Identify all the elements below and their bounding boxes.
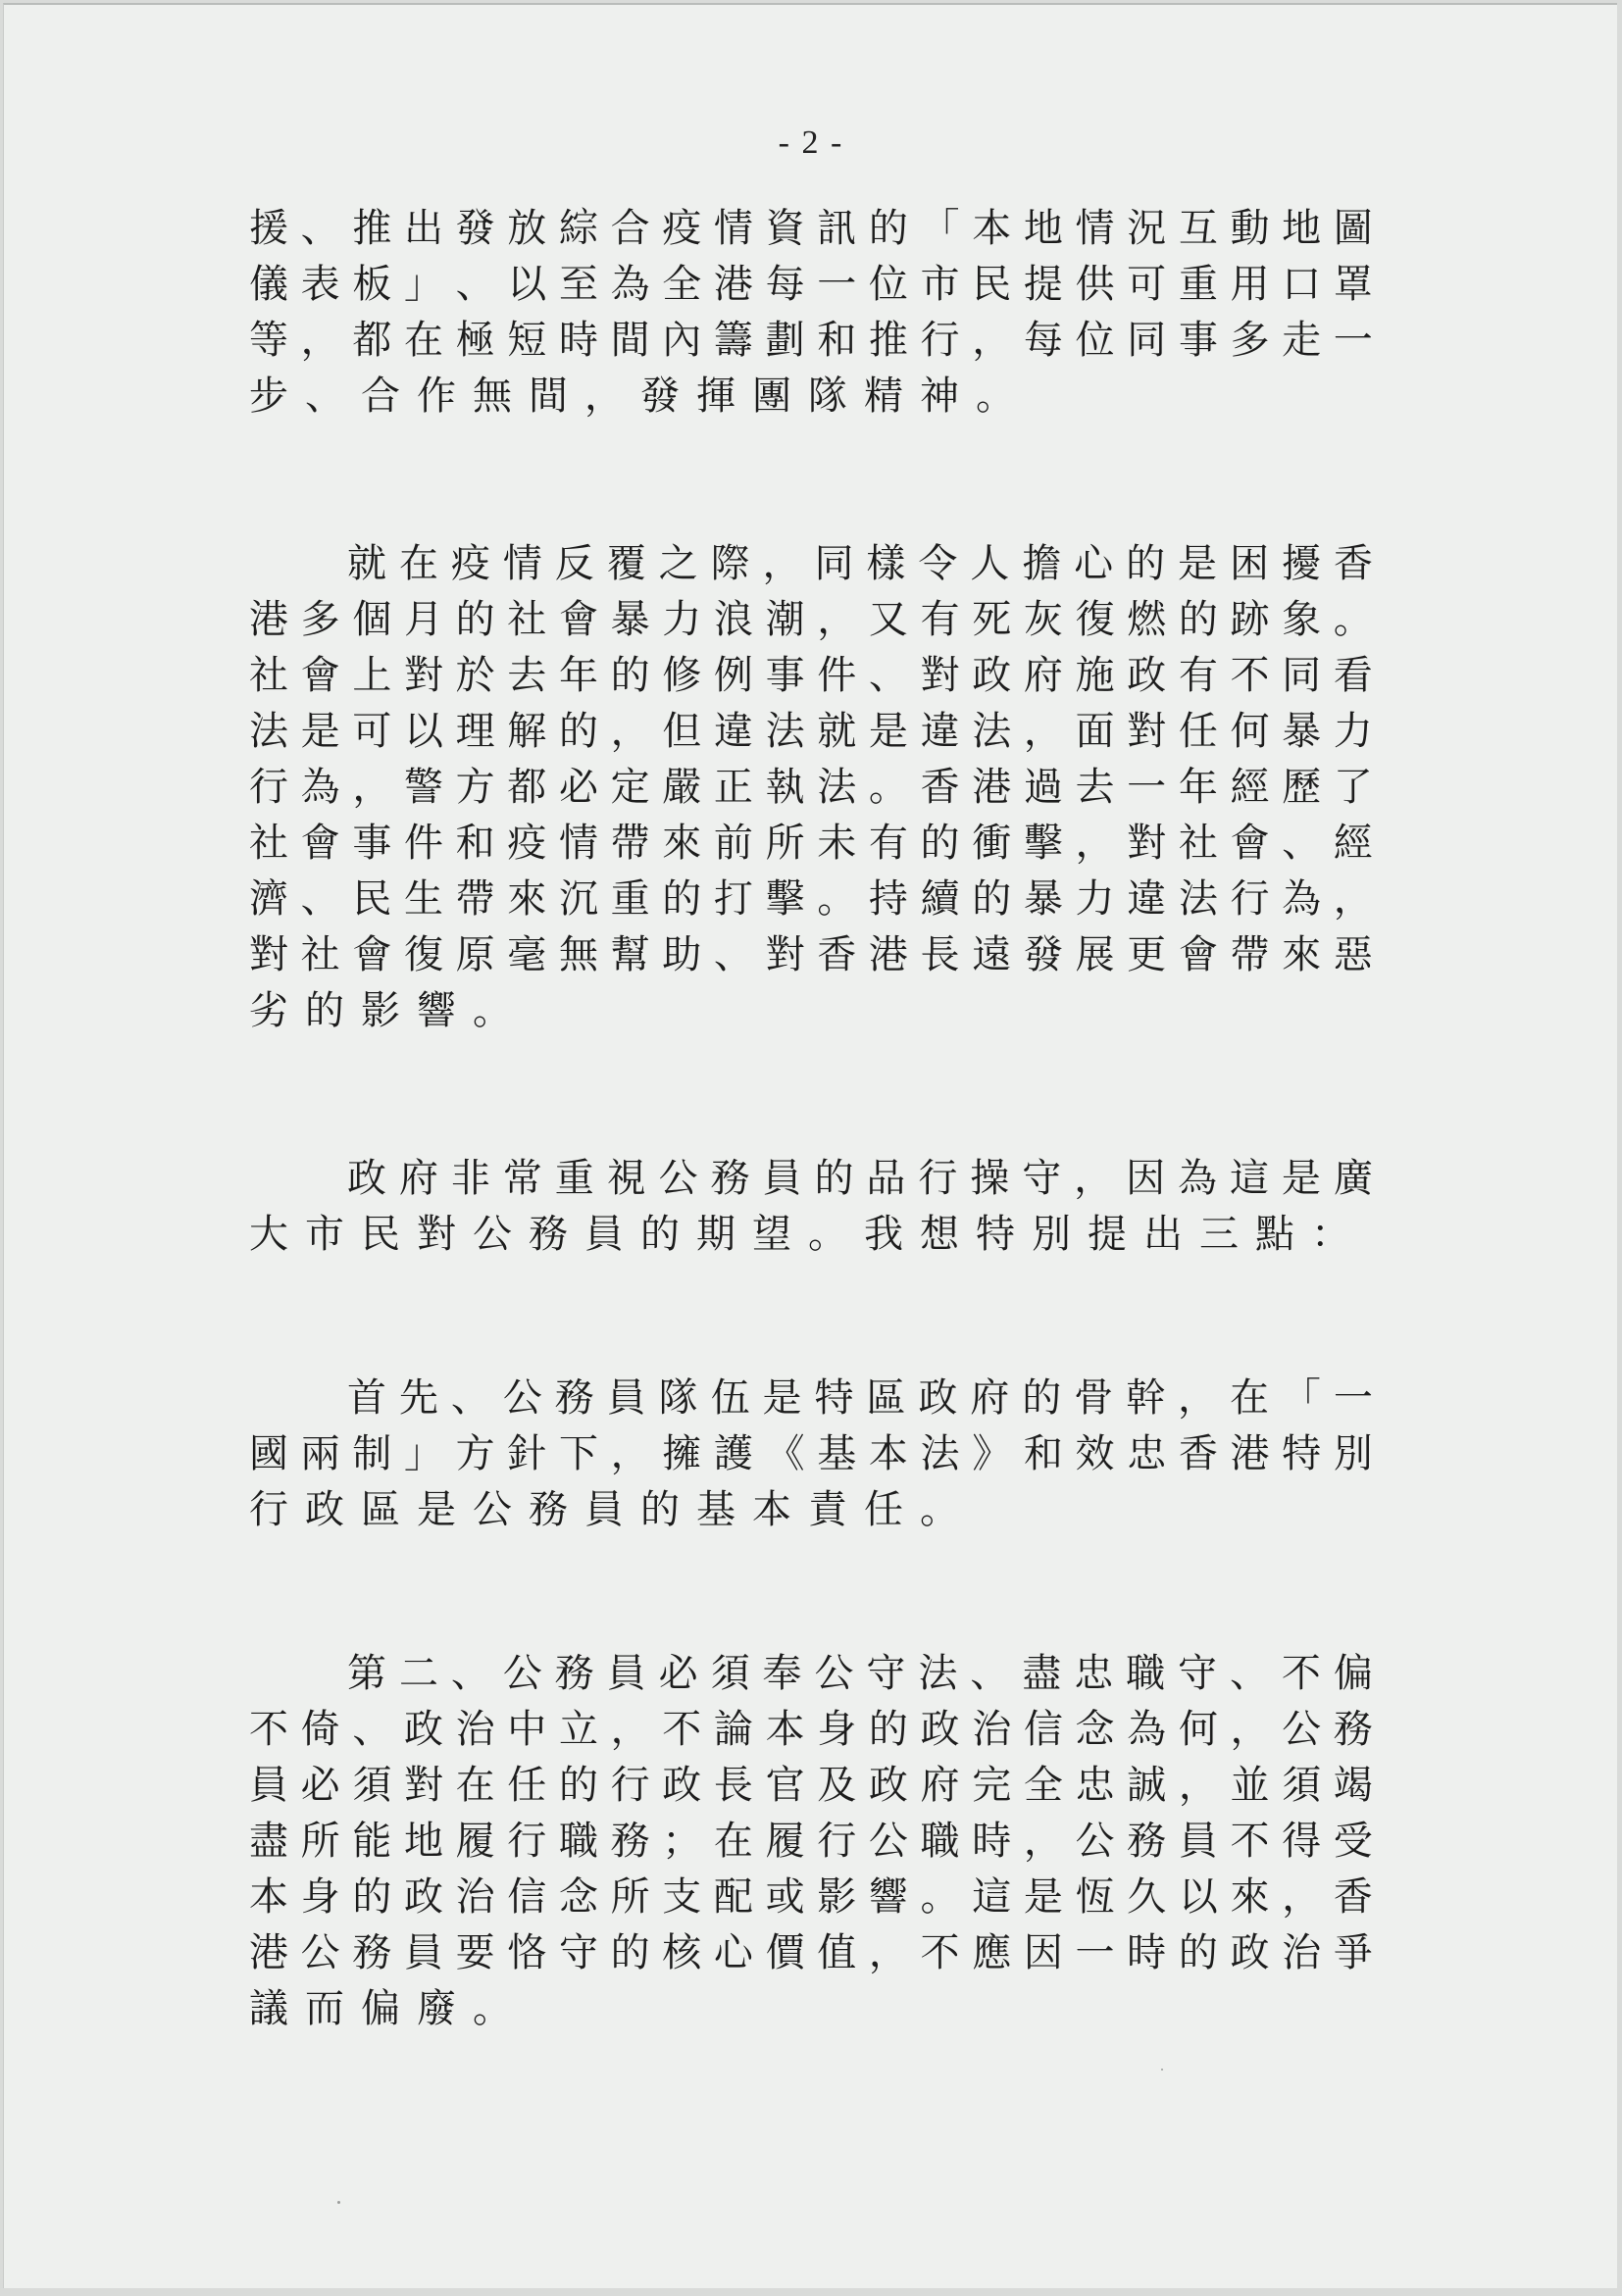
text-line: 社 會 事 件 和 疫 情 帶 來 前 所 未 有 的 衝 擊 ， 對 社 會 、 經	[249, 821, 1373, 866]
text-line: 政 府 非 常 重 視 公 務 員 的 品 行 操 守 ， 因 為 這 是 廣	[347, 1156, 1373, 1201]
text-line: 員 必 須 對 在 任 的 行 政 長 官 及 政 府 完 全 忠 誠 ， 並 須 竭	[249, 1763, 1373, 1808]
document-page	[3, 3, 1617, 2288]
text-line: 國 兩 制 」 方 針 下 ， 擁 護 《 基 本 法 》 和 效 忠 香 港 特 別	[249, 1431, 1373, 1476]
text-line: 第 二 、 公 務 員 必 須 奉 公 守 法 、 盡 忠 職 守 、 不 偏	[347, 1651, 1373, 1696]
text-line: 援 、 推 出 發 放 綜 合 疫 情 資 訊 的 「 本 地 情 況 互 動 地 圖	[249, 206, 1373, 251]
paragraph-gap	[249, 1263, 1373, 1371]
text-line: 步 、 合 作 無 間 ， 發 揮 團 隊 精 神 。	[249, 374, 1015, 419]
text-line: 法 是 可 以 理 解 的 ， 但 違 法 就 是 違 法 ， 面 對 任 何 暴 力	[249, 709, 1373, 754]
text-line: 港 多 個 月 的 社 會 暴 力 浪 潮 ， 又 有 死 灰 復 燃 的 跡 象 。	[249, 597, 1373, 642]
text-line: 對 社 會 復 原 毫 無 幫 助 、 對 香 港 長 遠 發 展 更 會 帶 來 惡	[249, 932, 1373, 977]
text-line: 大 市 民 對 公 務 員 的 期 望 。 我 想 特 別 提 出 三 點 ：	[249, 1212, 1350, 1257]
paragraph-gap	[249, 1538, 1373, 1646]
text-line: 本 身 的 政 治 信 念 所 支 配 或 影 響 。 這 是 恆 久 以 來 ， 香	[249, 1874, 1373, 1920]
page-number: - 2 -	[778, 125, 844, 161]
text-line: 首 先 、 公 務 員 隊 伍 是 特 區 政 府 的 骨 幹 ， 在 「 一	[347, 1375, 1373, 1421]
document-body	[249, 201, 1373, 2037]
paragraph	[249, 536, 1373, 1039]
paragraph	[249, 1371, 1373, 1538]
text-line: 等 ， 都 在 極 短 時 間 內 籌 劃 和 推 行 ， 每 位 同 事 多 走 一	[249, 318, 1373, 363]
text-line: 行 為 ， 警 方 都 必 定 嚴 正 執 法 。 香 港 過 去 一 年 經 歷 了	[249, 765, 1373, 810]
text-line: 港 公 務 員 要 恪 守 的 核 心 價 值 ， 不 應 因 一 時 的 政 治 爭	[249, 1930, 1373, 1975]
text-line: 儀 表 板 」 、 以 至 為 全 港 每 一 位 市 民 提 供 可 重 用 口 罩	[249, 262, 1373, 307]
text-line: 盡 所 能 地 履 行 職 務 ； 在 履 行 公 職 時 ， 公 務 員 不 得 受	[249, 1819, 1373, 1864]
paragraph-gap	[249, 424, 1373, 536]
scan-speck	[337, 2201, 340, 2204]
paragraph-gap	[249, 1039, 1373, 1151]
text-line: 濟 、 民 生 帶 來 沉 重 的 打 擊 。 持 續 的 暴 力 違 法 行 為 ，	[249, 876, 1373, 922]
paragraph	[249, 201, 1373, 424]
paragraph	[249, 1151, 1373, 1263]
text-line: 就 在 疫 情 反 覆 之 際 ， 同 樣 令 人 擔 心 的 是 困 擾 香	[347, 541, 1373, 586]
scan-speck	[1161, 2069, 1163, 2071]
text-line: 行 政 區 是 公 務 員 的 基 本 責 任 。	[249, 1487, 959, 1532]
text-line: 劣 的 影 響 。	[249, 988, 512, 1033]
paragraph	[249, 1646, 1373, 2037]
text-line: 社 會 上 對 於 去 年 的 修 例 事 件 、 對 政 府 施 政 有 不 同 看	[249, 653, 1373, 698]
text-line: 議 而 偏 廢 。	[249, 1986, 512, 2031]
text-line: 不 倚 、 政 治 中 立 ， 不 論 本 身 的 政 治 信 念 為 何 ， 公 務	[249, 1707, 1373, 1752]
